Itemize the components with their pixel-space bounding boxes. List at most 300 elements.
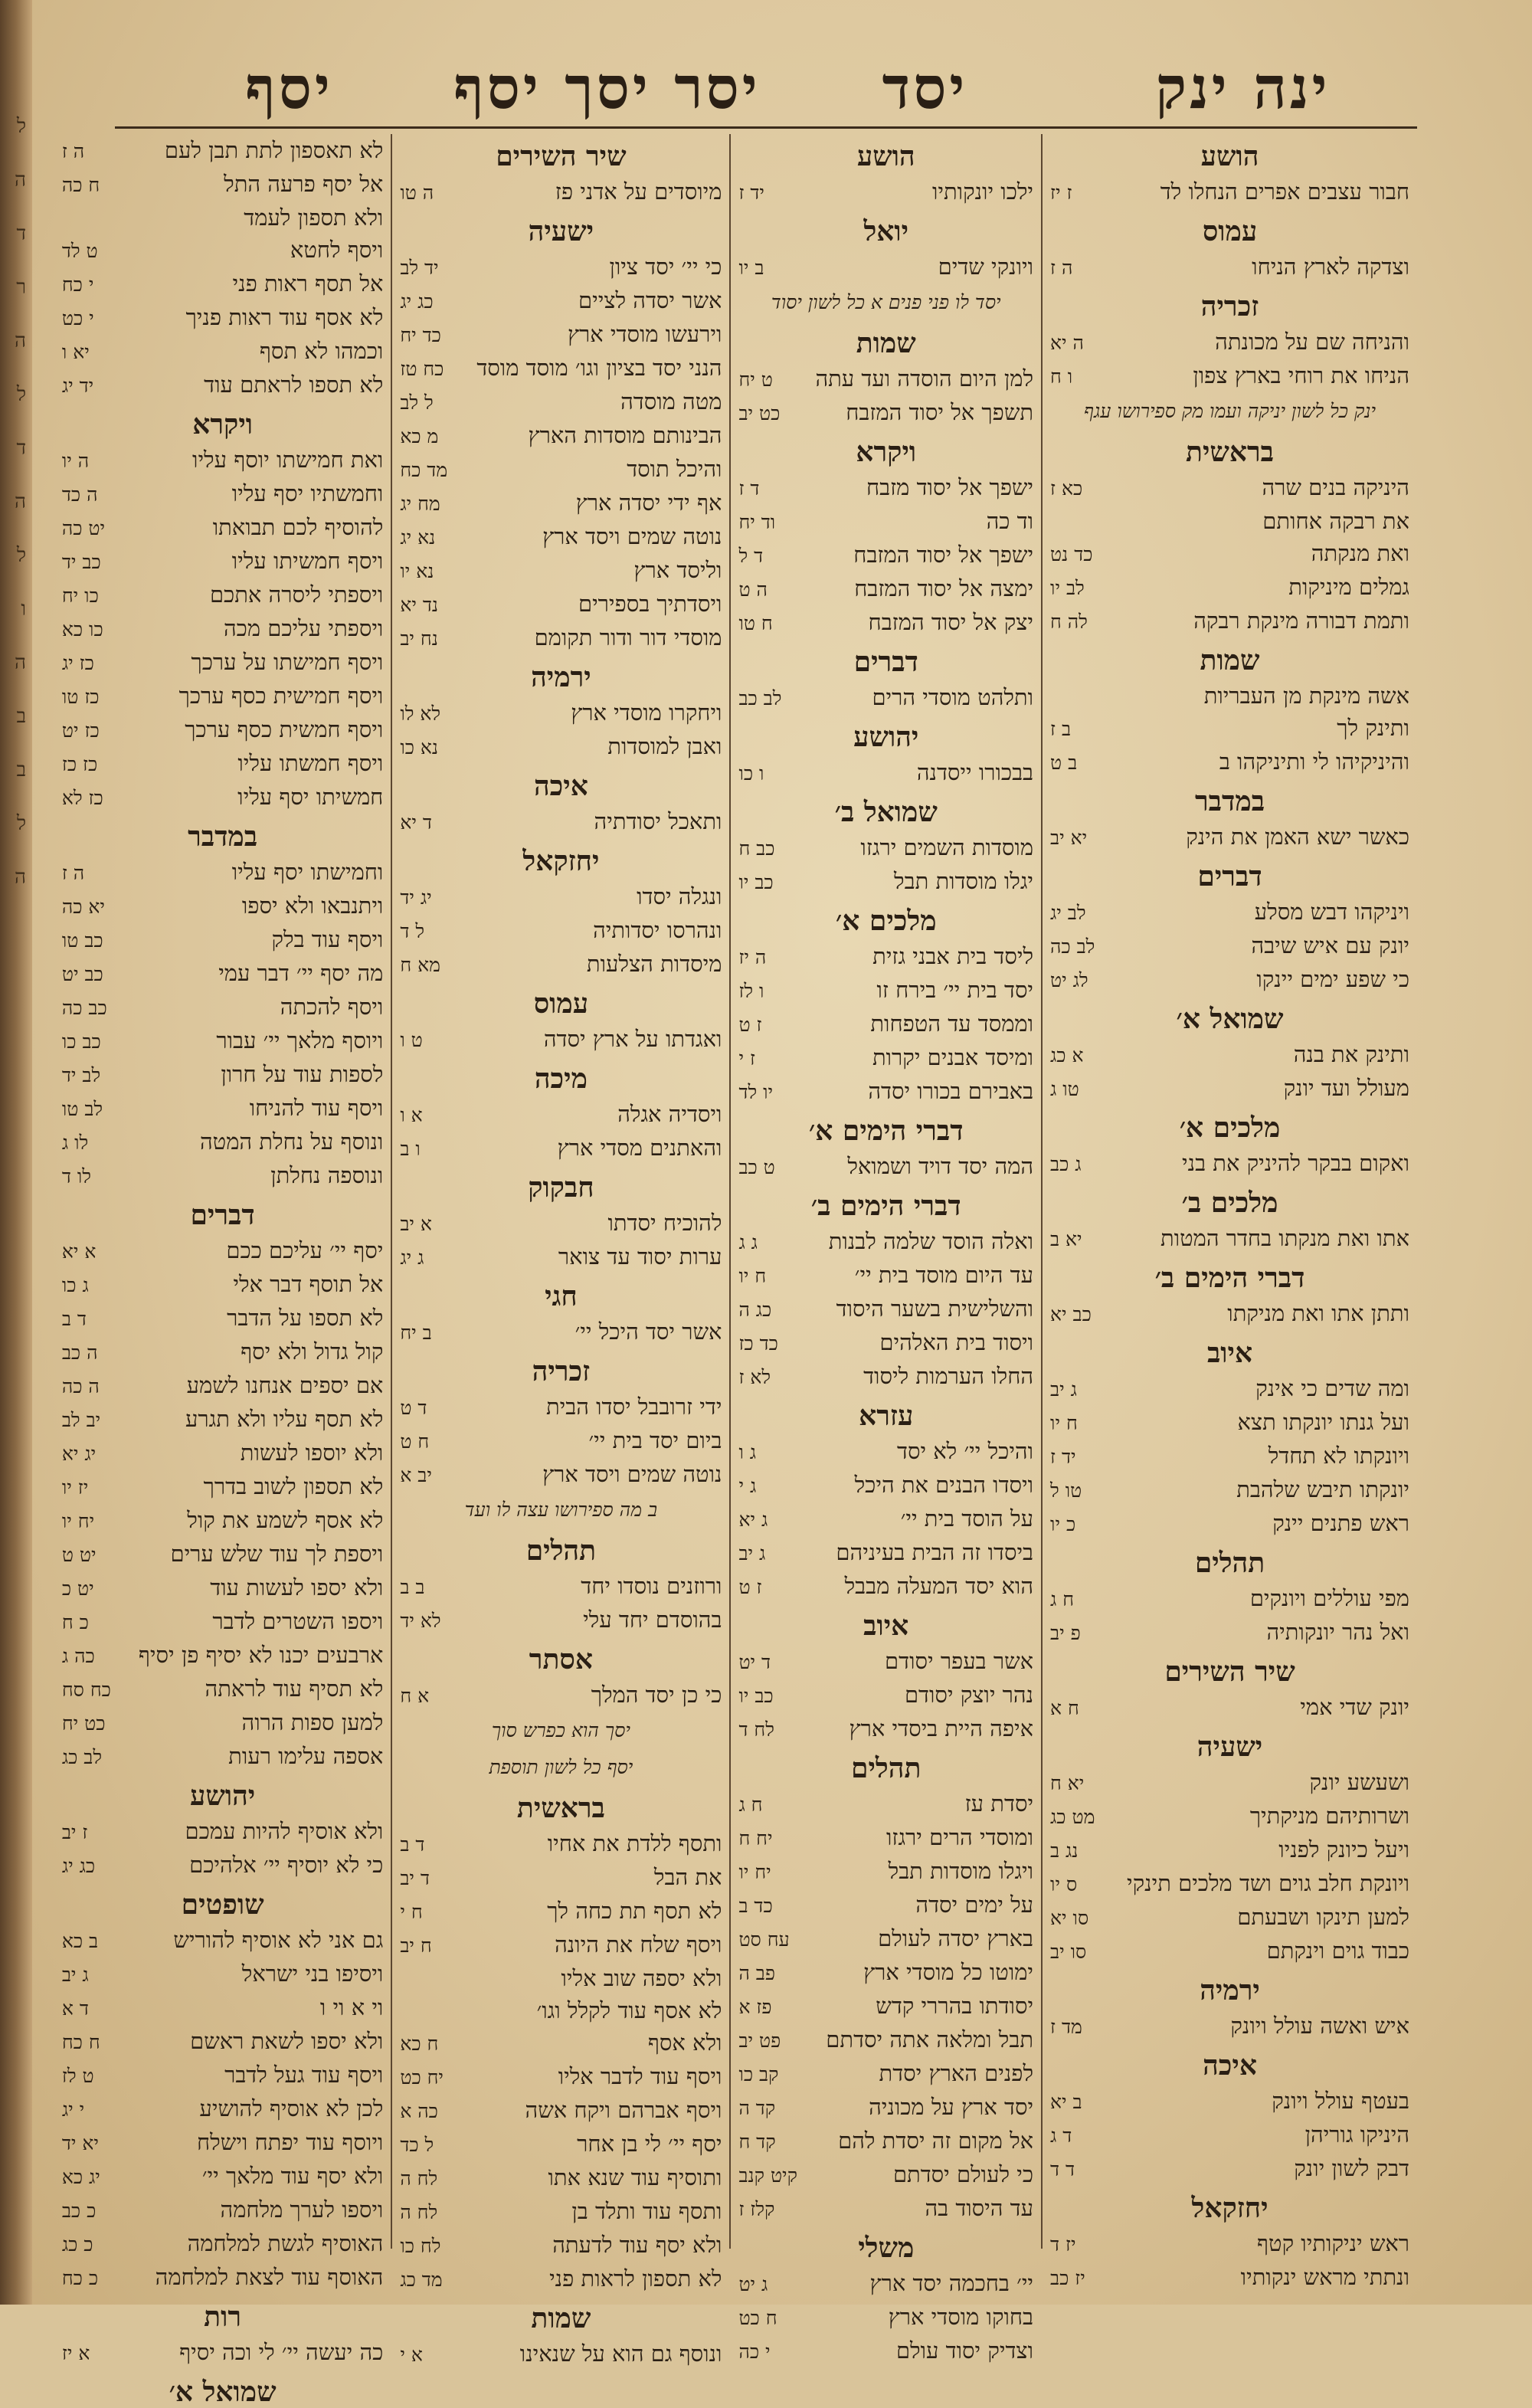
entry-reference: כב יט [61, 963, 103, 985]
concordance-entry [1050, 471, 1409, 505]
entry-text: ויחקרו מוסדי ארץ [571, 699, 722, 726]
concordance-entry [62, 1958, 383, 1991]
entry-reference: ה כב [61, 1342, 98, 1364]
entry-reference: ב ז [1050, 718, 1072, 740]
book-heading: איכה [533, 770, 588, 802]
entry-reference: ה יז [738, 946, 767, 968]
entry-reference: לב יו [1050, 577, 1085, 599]
entry-text: וצדקה לארץ הניחו [1252, 254, 1409, 280]
book-heading: שיר השירים [496, 140, 627, 172]
header-rule [115, 126, 1417, 129]
concordance-entry [738, 1007, 1033, 1041]
entry-text: ויסף חמשתו עליו [237, 750, 384, 776]
entry-reference: לח כו [400, 2235, 441, 2257]
entry-text: ידי זרובבל יסדו הבית [545, 1394, 722, 1420]
entry-text: והיניקיהו לי ותיניקהו ב [1219, 749, 1409, 775]
entry-reference: ב יח [400, 1322, 432, 1344]
entry-text: אשה מינקת מן העבריות [1203, 683, 1409, 709]
entry-text: היניקו גוריהן [1304, 2121, 1409, 2148]
book-heading: שמות [531, 2302, 591, 2334]
entry-text: והיכל תוסד [627, 456, 722, 482]
entry-text: את הבל [653, 1864, 722, 1890]
entry-reference: ז ט [738, 1576, 762, 1598]
entry-text: מה יסף יי׳ דבר עמי [218, 960, 384, 986]
book-heading: חבקוק [528, 1171, 594, 1204]
entry-reference: לב כג [61, 1746, 103, 1768]
concordance-entry [62, 168, 383, 201]
book-heading: מלכים ב׳ [1181, 1187, 1278, 1219]
concordance-entry [1050, 505, 1409, 537]
concordance-entry [738, 1041, 1033, 1075]
concordance-entry [1050, 604, 1409, 638]
concordance-entry [400, 2060, 722, 2094]
book-heading: תהלים [1194, 1547, 1265, 1579]
entry-reference: ד ט [400, 1397, 427, 1419]
concordance-entry [400, 2262, 722, 2296]
concordance-entry [1050, 929, 1409, 963]
entry-reference: ב יו [738, 257, 764, 279]
book-heading: אסתר [529, 1643, 593, 1676]
concordance-entry [738, 865, 1033, 899]
entry-text: מוסדי דור ודור תקומם [534, 624, 722, 650]
entry-text: ערות יסוד עד צואר [558, 1243, 722, 1270]
entry-reference: נא כו [400, 736, 439, 758]
entry-text: ויונקי שדים [938, 254, 1034, 280]
concordance-entry [62, 1159, 383, 1193]
entry-reference: כ ח [61, 1611, 89, 1633]
entry-text: ליסד בית אבני גזית [872, 943, 1034, 969]
concordance-entry [738, 1922, 1033, 1956]
concordance-entry [738, 1259, 1033, 1292]
entry-text: אל מקום זה יסדת להם [838, 2128, 1034, 2154]
concordance-entry [738, 940, 1033, 974]
entry-text: ואבן למוסדות [607, 733, 722, 759]
concordance-entry [738, 572, 1033, 606]
entry-reference: יא ב [1050, 1228, 1082, 1250]
root-heading: ב מה ספירושו עצה לו ועד [464, 1499, 658, 1521]
concordance-entry [400, 588, 722, 621]
concordance-entry [62, 1268, 383, 1302]
entry-reference: כב יו [738, 871, 774, 893]
entry-reference: יד לב [400, 257, 439, 279]
entry-reference: פט יב [738, 2030, 781, 2052]
entry-text: יגלו מוסדות תבל [894, 868, 1034, 894]
concordance-entry [400, 2128, 722, 2161]
entry-reference: לח ה [400, 2167, 438, 2190]
entry-text: ונהרסו יסדותיה [593, 917, 722, 943]
entry-text: מטה מוסדה [620, 388, 722, 414]
entry-reference: טו ג [1050, 1078, 1079, 1100]
concordance-entry [62, 957, 383, 991]
entry-reference: פב ה [738, 1962, 775, 1984]
entry-reference: ד ב [400, 1833, 425, 1856]
concordance-entry [738, 1889, 1033, 1922]
concordance-entry [1050, 1507, 1409, 1541]
concordance-entry [738, 2023, 1033, 2057]
entry-reference: כה א [400, 2100, 438, 2122]
concordance-entry [62, 1672, 383, 1706]
book-heading: איוב [1206, 1337, 1253, 1369]
entry-text: עד היסוד בה [925, 2195, 1034, 2221]
entry-text: אתו ואת מנקתו בחדר המטות [1160, 1225, 1409, 1251]
concordance-entry [1050, 359, 1409, 393]
entry-reference: ט ו [400, 1029, 423, 1051]
column-col1 [1041, 134, 1417, 2290]
book-heading: בראשית [1186, 436, 1275, 468]
concordance-entry [62, 511, 383, 545]
entry-reference: ד ל [738, 545, 764, 567]
entry-text: יונקתו תיבש שלהבת [1236, 1476, 1409, 1502]
entry-reference: כב כה [61, 997, 107, 1019]
entry-text: אל תוסף דבר אלי [233, 1271, 384, 1297]
concordance-entry [62, 2261, 383, 2295]
concordance-entry [1050, 1582, 1409, 1616]
spine-marks [3, 115, 26, 889]
entry-reference: ה ז [61, 862, 85, 884]
concordance-entry [62, 1571, 383, 1605]
concordance-entry [1050, 1038, 1409, 1072]
concordance-entry [1050, 2227, 1409, 2261]
column-header: יסף [245, 54, 333, 122]
concordance-entry [738, 756, 1033, 790]
concordance-entry [738, 1712, 1033, 1746]
concordance-entry [62, 1369, 383, 1403]
entry-reference: קלז ז [738, 2198, 775, 2220]
book-heading: דברים [853, 646, 918, 678]
concordance-entry [62, 1125, 383, 1159]
concordance-entry [62, 2160, 383, 2193]
entry-reference: ל ד [400, 920, 425, 942]
concordance-entry [62, 2092, 383, 2126]
entry-text: ויסיפו בני ישראל [241, 1961, 384, 1987]
book-heading: שיר השירים [1164, 1656, 1295, 1688]
entry-reference: לב כה [1050, 935, 1095, 958]
concordance-entry [400, 1962, 722, 1994]
concordance-entry [400, 1827, 722, 1861]
entry-text: למן היום הוסדה ועד עתה [815, 365, 1034, 392]
entry-reference: נא יו [400, 560, 434, 582]
spine-mark: ד [16, 437, 26, 460]
concordance-entry [738, 1855, 1033, 1889]
book-heading: מיכה [534, 1063, 588, 1095]
spine-mark: ה [15, 651, 26, 674]
entry-text: ויסף להכתה [280, 994, 384, 1020]
concordance-entry [400, 2195, 722, 2229]
entry-text: להוסיף לכם תבואתו [212, 514, 384, 540]
entry-text: וליסד ארץ [633, 557, 722, 583]
concordance-entry [738, 1787, 1033, 1821]
entry-text: ויסף חמשיתו עליו [231, 548, 384, 574]
entry-reference: כו כא [61, 618, 103, 640]
spine-mark: ה [15, 490, 26, 513]
concordance-entry [1050, 1691, 1409, 1725]
entry-reference: ד ד [1050, 2158, 1075, 2180]
concordance-entry [1050, 251, 1409, 284]
entry-reference: נח יב [400, 627, 438, 650]
concordance-entry [62, 889, 383, 923]
entry-text: ולא יספו לשאת ראשם [190, 2028, 384, 2054]
book-heading: הושע [1200, 140, 1259, 172]
entry-text: ואת מנקתה [1311, 540, 1409, 566]
root-heading: יסך הוא כפרש סוך [491, 1719, 630, 1741]
entry-text: ותאכל יסודתיה [594, 808, 722, 834]
entry-reference: לב טו [61, 1098, 103, 1120]
entry-text: ויסף עוד להניחו [249, 1095, 384, 1121]
entry-reference: מט כג [1050, 1806, 1095, 1828]
entry-reference: לב יד [61, 1064, 101, 1086]
entry-reference: ל כד [400, 2134, 434, 2156]
entry-reference: א יב [400, 1213, 432, 1235]
entry-text: מיסדות הצלעות [586, 951, 722, 977]
entry-text: לא תספון לשוב בדרך [203, 1473, 384, 1499]
entry-reference: כ כג [61, 2233, 93, 2256]
entry-text: ויספו לערך מלחמה [220, 2197, 384, 2223]
entry-text: ונוספה נחלתן [270, 1162, 384, 1188]
entry-text: יסדת עז [964, 1790, 1034, 1817]
root-heading: יסף כל לשון תוספת [489, 1756, 633, 1778]
concordance-entry [62, 2059, 383, 2092]
spine-mark: ל [16, 544, 26, 567]
entry-text: הוא יסד המעלה מבבל [844, 1573, 1034, 1599]
entry-reference: ה יא [1050, 332, 1084, 354]
entry-text: ויספתי עליכם מכה [224, 615, 384, 641]
spine-mark: ד [16, 222, 26, 245]
concordance-entry [400, 175, 722, 209]
entry-reference: לא יד [400, 1610, 441, 1632]
entry-reference: ד ג [1050, 2125, 1072, 2147]
entry-reference: טו ל [1050, 1479, 1082, 1502]
concordance-entry [1050, 821, 1409, 854]
entry-reference: י כט [61, 307, 94, 329]
concordance-entry [738, 175, 1033, 209]
entry-reference: ח ט [400, 1430, 430, 1453]
entry-reference: א יז [61, 2342, 90, 2364]
concordance-entry [62, 267, 383, 301]
entry-text: ויספו השטרים לדבר [212, 1608, 384, 1634]
entry-text: אל תסף ראות פני [232, 270, 384, 296]
concordance-entry [738, 1536, 1033, 1570]
entry-reference: ג יג [400, 1247, 424, 1269]
entry-text: לא אסף לשמע את קול [187, 1507, 384, 1533]
entry-text: אל יסף פרעה התל [224, 171, 384, 197]
entry-text: על ימים יסדה [915, 1892, 1034, 1918]
entry-reference: לו ד [61, 1165, 91, 1188]
concordance-entry [62, 2227, 383, 2261]
entry-text: ואת חמישתו יוסף עליו [192, 447, 384, 473]
entry-text: יסד ארץ על מכוניה [869, 2094, 1034, 2120]
entry-reference: לג יט [1050, 969, 1088, 991]
book-heading: יהושע [853, 721, 919, 753]
entry-text: יסודתו בהררי קדש [876, 1993, 1034, 2019]
concordance-entry [400, 554, 722, 588]
entry-text: את רבקה אחותם [1262, 508, 1409, 534]
entry-text: ותסף ללדת את אחיו [547, 1830, 722, 1856]
entry-text: יצק אל יסוד המזבח [868, 609, 1034, 635]
entry-text: לא תסף עליו ולא תגרע [185, 1406, 384, 1432]
entry-reference: א ח [400, 1685, 430, 1707]
book-heading: עזרא [859, 1400, 914, 1432]
book-heading: במדבר [188, 821, 258, 853]
entry-text: לכן לא אוסיף להושיע [199, 2095, 384, 2121]
entry-reference: ג יב [61, 1964, 89, 1986]
entry-text: וי א וי ו [319, 1994, 384, 2020]
entry-text: כי לעולם יסדתם [892, 2161, 1034, 2187]
entry-reference: ה ז [1050, 257, 1073, 279]
entry-reference: יג כא [61, 2166, 100, 2188]
entry-text: ויסף אברהם ויקח אשה [525, 2097, 722, 2123]
entry-text: ומה שדים כי אינק [1255, 1375, 1409, 1401]
book-heading: שמות [856, 327, 916, 359]
entry-text: מפי עוללים ויונקים [1249, 1585, 1409, 1611]
book-heading: יואל [863, 215, 909, 247]
entry-reference: כב ח [738, 837, 775, 860]
entry-text: ילכו יונקותיו [931, 179, 1034, 205]
entry-reference: יח ח [738, 1827, 773, 1849]
concordance-entry [738, 2158, 1033, 2192]
concordance-entry [62, 991, 383, 1024]
book-heading: שמות [1200, 644, 1260, 677]
concordance-entry [400, 621, 722, 655]
entry-reference: כז טו [61, 686, 100, 708]
book-heading: חגי [545, 1280, 578, 1312]
entry-reference: נא יג [400, 526, 436, 549]
entry-reference: יג יא [61, 1443, 97, 1465]
entry-reference: ג יב [1050, 1378, 1077, 1401]
book-heading: רות [204, 2301, 242, 2333]
entry-reference: קד ה [738, 2097, 776, 2119]
concordance-entry [62, 444, 383, 477]
entry-text: ויספתי ליסרה אתכם [209, 582, 384, 608]
entry-reference: ז י [738, 1047, 755, 1070]
book-heading: יחזקאל [1191, 2192, 1268, 2224]
entry-text: ולא יסף עוד לדעתה [552, 2232, 722, 2258]
entry-text: אם יספים אנחנו לשמע [186, 1372, 384, 1398]
entry-reference: ה כד [61, 483, 98, 506]
entry-text: ויוסף עוד יפתח וישלח [197, 2129, 384, 2155]
entry-text: מיוסדים על אדני פז [555, 179, 722, 205]
concordance-entry [400, 1391, 722, 1424]
entry-reference: ו ב [400, 1138, 421, 1160]
entry-reference: ב יא [1050, 2091, 1082, 2113]
entry-text: ימוטו כל מוסדי ארץ [863, 1959, 1034, 1985]
entry-text: וחמשתיו יסף עליו [231, 480, 384, 506]
entry-reference: יו לד [738, 1081, 774, 1103]
entry-reference: לא ז [738, 1366, 771, 1388]
entry-text: בחוקו מוסדי ארץ [888, 2304, 1034, 2330]
entry-text: והיכל יי׳ לא יסד [897, 1438, 1034, 1464]
entry-reference: כב יו [738, 1685, 774, 1707]
entry-text: כאשר ישא האמן את הינק [1186, 824, 1409, 850]
entry-reference: ח טו [738, 612, 773, 634]
entry-text: לא תספו על הדבר [227, 1305, 384, 1331]
entry-reference: ח י [400, 1901, 423, 1923]
concordance-entry [400, 453, 722, 487]
entry-text: ימצה אל יסוד המזבח [854, 575, 1034, 601]
entry-reference: לה ח [1050, 611, 1088, 633]
entry-text: ויגלו מוסדות תבל [888, 1858, 1034, 1884]
entry-reference: יט כה [61, 517, 106, 539]
entry-reference: יג יד [400, 886, 432, 909]
entry-text: והניחה שם על מכונתה [1215, 329, 1409, 355]
entry-reference: כז יג [61, 652, 94, 674]
entry-reference: כז יט [61, 719, 100, 742]
book-heading: זכריה [532, 1355, 591, 1387]
entry-reference: ג ג [738, 1231, 758, 1253]
concordance-entry [62, 2126, 383, 2160]
concordance-entry [62, 923, 383, 957]
entry-text: גמלים מיניקות [1288, 574, 1409, 600]
entry-text: כי כן יסד המלך [591, 1682, 722, 1708]
concordance-entry [62, 1092, 383, 1125]
entry-text: וד כה [986, 508, 1034, 534]
entry-text: וכמהו לא תסף [259, 338, 384, 364]
entry-reference: נג ב [1050, 1840, 1079, 1862]
entry-text: ויוסף מלאך יי׳ עבור [216, 1027, 384, 1053]
entry-reference: ג יט [738, 2273, 768, 2295]
entry-text: נהר יוצק יסודם [904, 1682, 1034, 1708]
entry-reference: א ו [400, 1104, 423, 1126]
entry-reference: ז יז [1050, 182, 1072, 204]
entry-text: לפנים הארץ יסדת [879, 2060, 1034, 2086]
concordance-entry [62, 1234, 383, 1268]
entry-reference: יח יו [738, 1861, 771, 1883]
concordance-entry [1050, 2118, 1409, 2152]
entry-reference: כג יג [61, 1855, 96, 1877]
entry-text: הנני יסד בציון וגו׳ מוסד מוסד [476, 355, 722, 381]
entry-text: ויונקת חלב גוים ושד מלכים תינקי [1127, 1870, 1409, 1896]
entry-text: בהוסדם יחד עלי [583, 1607, 722, 1633]
entry-reference: ג יב [738, 1542, 766, 1564]
entry-reference: לח ד [738, 1718, 774, 1741]
column-header: יסד [882, 54, 968, 122]
entry-text: עד היום מוסד בית יי׳ [854, 1262, 1034, 1288]
entry-text: ויונקתו לא תחדל [1268, 1443, 1409, 1469]
entry-text: ראש יניקותיו קטף [1257, 2230, 1409, 2256]
entry-text: יסד בית יי׳ בירח זו [876, 977, 1034, 1003]
spine-mark: ב [16, 705, 26, 728]
book-heading: תהלים [525, 1535, 597, 1567]
entry-text: ויניקהו דבש מסלע [1254, 899, 1409, 925]
entry-text: נוטה שמים ויסד ארץ [542, 1461, 722, 1487]
concordance-entry [62, 201, 383, 234]
entry-text: אספה עלימו רעות [228, 1743, 384, 1769]
concordance-entry [62, 1403, 383, 1437]
entry-text: לא תספון לראות פני [549, 2265, 722, 2292]
entry-reference: סו יא [1050, 1907, 1089, 1929]
entry-text: ויסף שלח את היונה [555, 1931, 722, 1958]
spine-mark: ל [16, 383, 26, 406]
entry-reference: ט כב [738, 1156, 775, 1178]
entry-reference: כא ז [1050, 477, 1083, 500]
book-heading: ירמיה [1200, 1974, 1260, 2007]
entry-text: האוסף עוד לצאת למלחמה [155, 2264, 384, 2290]
entry-text: המה יסד דויד ושמואל [847, 1153, 1034, 1179]
concordance-entry [62, 134, 383, 168]
spine-mark: ר [16, 276, 26, 299]
entry-reference: לח ה [400, 2201, 438, 2223]
entry-text: ואל נהר יונקותיה [1266, 1619, 1409, 1645]
entry-text: ביסדו זה הבית בעיניהם [836, 1539, 1034, 1565]
concordance-entry [62, 1302, 383, 1335]
entry-text: ואגדתו על ארץ יסדה [543, 1026, 722, 1052]
entry-reference: ח כה [61, 174, 100, 196]
book-heading: דברים [190, 1199, 255, 1231]
concordance-entry [62, 234, 383, 267]
concordance-entry [1050, 1372, 1409, 1406]
column-header: יסר יסך יסף [453, 54, 761, 122]
entry-reference: ח א [1050, 1697, 1079, 1719]
concordance-entry [400, 385, 722, 419]
